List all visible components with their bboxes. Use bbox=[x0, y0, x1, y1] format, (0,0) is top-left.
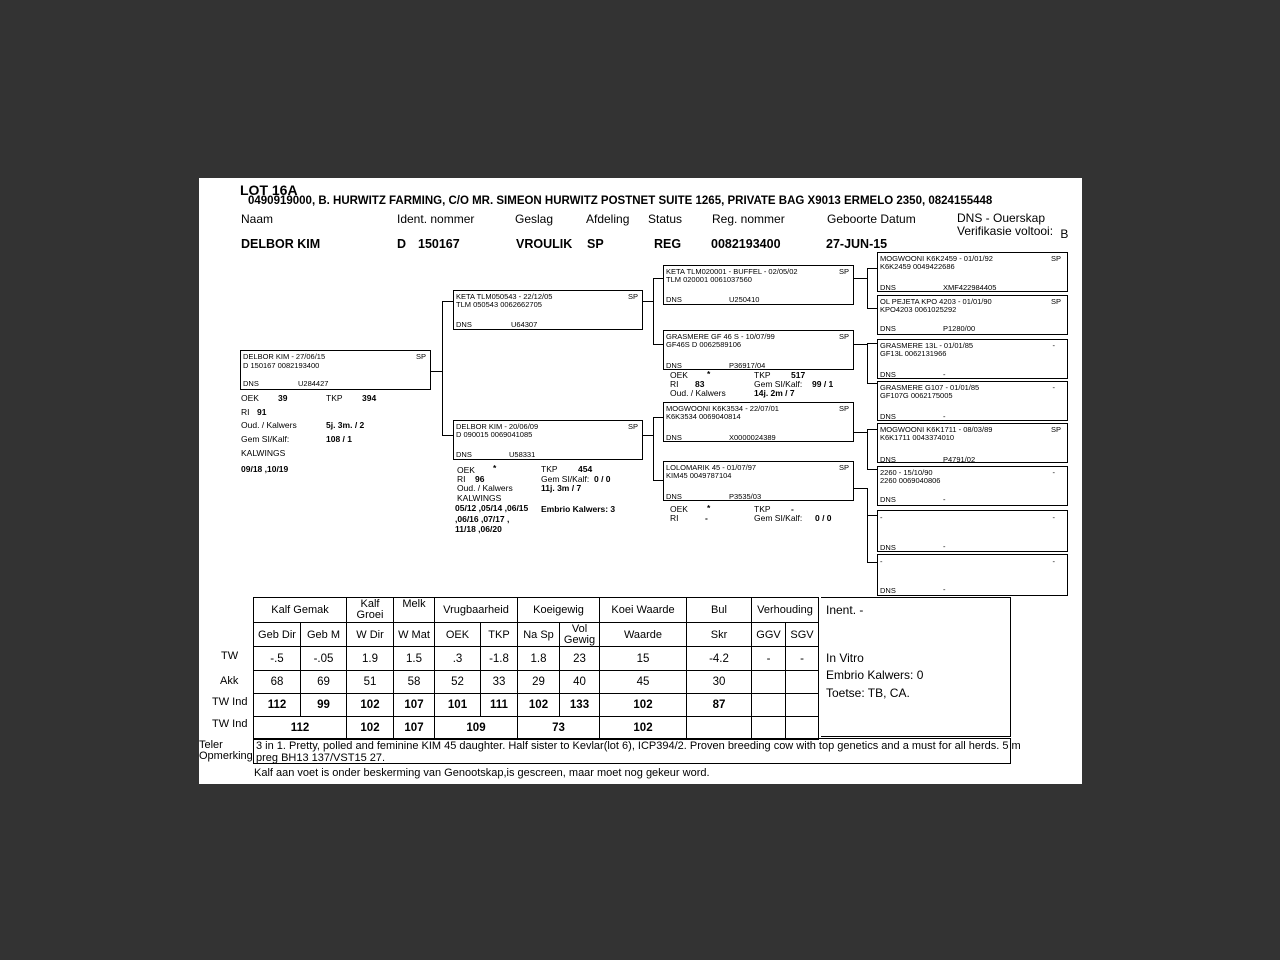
cell: 102 bbox=[600, 717, 687, 740]
connector bbox=[854, 278, 867, 279]
col-geb-dir: Geb Dir bbox=[254, 623, 301, 647]
remarks-note: Kalf aan voet is onder beskerming van Genootskap,is gescreen, maar moet nog gekeur word. bbox=[254, 767, 710, 779]
pedigree-box-g3-8 bbox=[877, 554, 1068, 596]
cell: .3 bbox=[435, 647, 481, 671]
box-dns: DNS bbox=[243, 379, 259, 388]
pedigree-box-g3-2 bbox=[877, 295, 1068, 335]
dam-kalwings-1: 05/12 ,05/14 ,06/15 bbox=[455, 503, 529, 513]
col-waarde: Waarde bbox=[600, 623, 687, 647]
box-dns-value: X0000024389 bbox=[729, 433, 776, 442]
box-sp: - bbox=[1052, 383, 1055, 392]
sd-gem: 99 / 1 bbox=[812, 379, 834, 389]
box-dns: DNS bbox=[456, 450, 472, 459]
connector bbox=[653, 417, 663, 418]
dam-kalwings-label: KALWINGS bbox=[457, 493, 502, 503]
cell bbox=[687, 717, 752, 740]
box-id: K6K1711 0043374010 bbox=[880, 433, 955, 442]
breeding-values-table bbox=[253, 597, 819, 740]
header-afdeling: Afdeling bbox=[586, 212, 630, 226]
pedigree-box-sire-sire bbox=[663, 265, 854, 305]
box-title: - bbox=[880, 513, 883, 522]
connector bbox=[653, 344, 663, 345]
dd-ri: - bbox=[705, 513, 708, 523]
sd-ri-label: RI bbox=[670, 379, 679, 389]
box-id: D 090015 0069041085 bbox=[456, 430, 533, 439]
cell bbox=[752, 694, 786, 717]
cell bbox=[752, 717, 786, 740]
header-ident: Ident. nommer bbox=[397, 212, 475, 226]
group-kalf-groei bbox=[347, 598, 394, 623]
connector bbox=[643, 435, 653, 436]
pedigree-sheet bbox=[199, 178, 1082, 784]
animal-reg: 0082193400 bbox=[711, 237, 781, 251]
dam-kalwings-3: 11/18 ,06/20 bbox=[455, 524, 502, 534]
box-sp: SP bbox=[1050, 254, 1061, 263]
box-title: GRASMERE 13L - 01/01/85 bbox=[880, 341, 974, 350]
box-dns-value: - bbox=[943, 585, 946, 594]
pedigree-box-g3-4 bbox=[877, 381, 1068, 421]
group-kalf-groei-2: Groei bbox=[356, 609, 384, 621]
col-vol-1: Vol bbox=[571, 622, 588, 635]
box-dns: DNS bbox=[880, 370, 896, 379]
col-ggv: GGV bbox=[752, 623, 786, 647]
animal-afdeling: SP bbox=[587, 237, 604, 251]
cell: 30 bbox=[687, 671, 752, 694]
remarks-label-opmerking: Opmerking bbox=[199, 750, 253, 762]
cell: 102 bbox=[600, 694, 687, 717]
cell: 29 bbox=[518, 671, 560, 694]
sd-tkp-label: TKP bbox=[754, 370, 771, 380]
row-label-tw-ind-2: TW Ind bbox=[212, 718, 248, 730]
box-title: KETA TLM020001 - BUFFEL - 02/05/02 bbox=[666, 267, 798, 276]
pedigree-box-dam-dam bbox=[663, 461, 854, 501]
cell: -.05 bbox=[301, 647, 347, 671]
box-title: - bbox=[880, 557, 883, 566]
animal-geboorte: 27-JUN-15 bbox=[826, 237, 888, 251]
box-id: KIM45 0049787104 bbox=[666, 471, 732, 480]
animal-status: REG bbox=[654, 237, 682, 251]
box-id: K6K2459 0049422686 bbox=[880, 262, 955, 271]
cell bbox=[786, 717, 819, 740]
dam-ri: 96 bbox=[475, 474, 485, 484]
box-dns: DNS bbox=[880, 586, 896, 595]
box-dns-value: - bbox=[943, 412, 946, 421]
cell: 69 bbox=[301, 671, 347, 694]
connector bbox=[867, 268, 877, 269]
owner-line: 0490919000, B. HURWITZ FARMING, C/O MR. SIMEON HURWITZ POSTNET SUITE 1265, PRIVATE BAG X9013 ERMELO 2350, 0824155448 bbox=[248, 195, 993, 207]
box-sp: SP bbox=[1050, 297, 1061, 306]
box-sp: - bbox=[1052, 513, 1055, 522]
dd-oek: * bbox=[707, 503, 711, 513]
cell: 87 bbox=[687, 694, 752, 717]
dam-gem: 0 / 0 bbox=[594, 474, 611, 484]
col-vol-2: Gewig bbox=[563, 633, 596, 646]
dam-kalwings-2: ,06/16 ,07/17 , bbox=[455, 514, 510, 524]
cell: 68 bbox=[254, 671, 301, 694]
box-dns: DNS bbox=[880, 283, 896, 292]
dam-oek: * bbox=[493, 463, 497, 473]
inent: Inent. - bbox=[826, 603, 864, 617]
row-label-tw-ind: TW Ind bbox=[212, 696, 248, 708]
connector bbox=[867, 429, 877, 430]
cell: 40 bbox=[560, 671, 600, 694]
box-dns-value: - bbox=[943, 370, 946, 379]
connector bbox=[854, 432, 867, 433]
connector bbox=[867, 343, 868, 383]
col-tkp: TKP bbox=[481, 623, 518, 647]
verifikasie-value: B bbox=[1060, 227, 1069, 241]
cell: 102 bbox=[347, 694, 394, 717]
group-koeigewig: Koeigewig bbox=[518, 598, 600, 623]
side-panel bbox=[821, 597, 1011, 737]
header-naam: Naam bbox=[241, 212, 274, 226]
col-w-dir: W Dir bbox=[347, 623, 394, 647]
box-dns: DNS bbox=[880, 324, 896, 333]
subject-tkp: 394 bbox=[362, 393, 377, 403]
cell: 51 bbox=[347, 671, 394, 694]
header-dns: DNS - Ouerskap bbox=[957, 211, 1046, 225]
box-title: DELBOR KIM - 20/06/09 bbox=[456, 422, 539, 431]
dam-gem-label: Gem SI/Kalf: bbox=[541, 474, 590, 484]
box-id: KPO4203 0061025292 bbox=[880, 305, 957, 314]
connector bbox=[867, 308, 877, 309]
box-title: MOGWOONI K6K3534 - 22/07/01 bbox=[666, 404, 779, 413]
cell: 1.5 bbox=[394, 647, 435, 671]
box-sp: SP bbox=[838, 332, 849, 341]
header-geboorte: Geboorte Datum bbox=[827, 212, 916, 226]
pedigree-box-g3-7 bbox=[877, 510, 1068, 552]
box-sp: - bbox=[1052, 468, 1055, 477]
row-akk bbox=[254, 671, 819, 694]
sd-oek: * bbox=[707, 369, 711, 379]
animal-ident-prefix: D bbox=[397, 237, 407, 251]
box-dns: DNS bbox=[880, 412, 896, 421]
cell: 15 bbox=[600, 647, 687, 671]
subject-oek: 39 bbox=[278, 393, 288, 403]
cell: 1.9 bbox=[347, 647, 394, 671]
cell: 23 bbox=[560, 647, 600, 671]
cell: 1.8 bbox=[518, 647, 560, 671]
box-title: OL PEJETA KPO 4203 - 01/01/90 bbox=[880, 297, 992, 306]
cell bbox=[786, 671, 819, 694]
subject-kalwings-label: KALWINGS bbox=[241, 448, 286, 458]
cell: 45 bbox=[600, 671, 687, 694]
dd-gem-label: Gem SI/Kalf: bbox=[754, 513, 803, 523]
box-title: 2260 - 15/10/90 bbox=[880, 468, 933, 477]
pedigree-box-dam bbox=[453, 420, 643, 460]
group-bul: Bul bbox=[687, 598, 752, 623]
cell: 107 bbox=[394, 694, 435, 717]
cell: 52 bbox=[435, 671, 481, 694]
box-id: GF46S D 0062589106 bbox=[666, 340, 742, 349]
box-sp: SP bbox=[627, 422, 638, 431]
connector bbox=[867, 469, 877, 470]
connector bbox=[442, 301, 443, 435]
pedigree-box-sire bbox=[453, 290, 643, 330]
connector bbox=[867, 343, 877, 344]
sd-gem-label: Gem SI/Kalf: bbox=[754, 379, 803, 389]
box-dns-value: - bbox=[943, 495, 946, 504]
dam-tkp-label: TKP bbox=[541, 464, 558, 474]
col-sgv: SGV bbox=[786, 623, 819, 647]
box-sp: - bbox=[1052, 557, 1055, 566]
connector bbox=[867, 383, 877, 384]
header-status: Status bbox=[648, 212, 683, 226]
lot-title: LOT 16A bbox=[240, 182, 298, 198]
box-id: GF107G 0062175005 bbox=[880, 391, 953, 400]
box-dns: DNS bbox=[456, 320, 472, 329]
cell: 112 bbox=[254, 717, 347, 740]
dd-gem: 0 / 0 bbox=[815, 513, 832, 523]
box-title: GRASMERE G107 - 01/01/85 bbox=[880, 383, 980, 392]
connector bbox=[442, 435, 453, 436]
pedigree-box-g3-1 bbox=[877, 252, 1068, 292]
sd-oud: 14j. 2m / 7 bbox=[754, 388, 795, 398]
row-tw bbox=[254, 647, 819, 671]
box-dns-value: U64307 bbox=[511, 320, 538, 329]
animal-geslag: VROULIK bbox=[516, 237, 573, 251]
remarks-text-1: 3 in 1. Pretty, polled and feminine KIM 45 daughter. Half sister to Kevlar(lot 6), ICP394/2. Proven breeding cow with top genetics and a must for all herds. 5 m bbox=[256, 740, 1021, 752]
dam-oek-label: OEK bbox=[457, 465, 475, 475]
box-id: K6K3534 0069040814 bbox=[666, 412, 741, 421]
connector bbox=[653, 417, 654, 480]
box-sp: - bbox=[1052, 341, 1055, 350]
box-id: 2260 0069040806 bbox=[880, 476, 941, 485]
cell: - bbox=[786, 647, 819, 671]
col-skr: Skr bbox=[687, 623, 752, 647]
connector bbox=[867, 429, 868, 469]
connector bbox=[643, 301, 653, 302]
box-dns: DNS bbox=[880, 543, 896, 552]
subject-ri-label: RI bbox=[241, 407, 250, 417]
box-id: TLM 020001 0061037560 bbox=[666, 275, 752, 284]
cell: 101 bbox=[435, 694, 481, 717]
sd-oud-label: Oud. / Kalwers bbox=[670, 388, 726, 398]
box-title: KETA TLM050543 - 22/12/05 bbox=[456, 292, 553, 301]
dam-ri-label: RI bbox=[457, 474, 466, 484]
box-title: DELBOR KIM - 27/06/15 bbox=[243, 352, 326, 361]
header-verifikasie bbox=[957, 224, 1069, 241]
connector bbox=[867, 268, 868, 308]
box-sp: SP bbox=[838, 404, 849, 413]
dd-tkp-label: TKP bbox=[754, 504, 771, 514]
connector bbox=[854, 344, 867, 345]
box-sp: SP bbox=[838, 463, 849, 472]
dam-oud-label: Oud. / Kalwers bbox=[457, 483, 513, 493]
box-dns-value: P3535/03 bbox=[729, 492, 762, 501]
dd-oek-label: OEK bbox=[670, 504, 688, 514]
box-title: LOLOMARIK 45 - 01/07/97 bbox=[666, 463, 757, 472]
sd-oek-label: OEK bbox=[670, 370, 688, 380]
remarks-box bbox=[253, 738, 1021, 764]
header-reg: Reg. nommer bbox=[712, 212, 785, 226]
cell: -4.2 bbox=[687, 647, 752, 671]
connector bbox=[442, 301, 453, 302]
cell bbox=[752, 671, 786, 694]
connector bbox=[653, 278, 663, 279]
cell: -.5 bbox=[254, 647, 301, 671]
subject-oud: 5j. 3m. / 2 bbox=[326, 420, 365, 430]
header-geslag: Geslag bbox=[515, 212, 554, 226]
animal-naam: DELBOR KIM bbox=[241, 237, 321, 251]
cell: - bbox=[752, 647, 786, 671]
col-geb-m: Geb M bbox=[301, 623, 347, 647]
cell: 133 bbox=[560, 694, 600, 717]
box-id: GF13L 0062131966 bbox=[880, 349, 947, 358]
subject-ri: 91 bbox=[257, 407, 267, 417]
group-verhouding: Verhouding bbox=[752, 598, 819, 623]
group-kalf-gemak: Kalf Gemak bbox=[254, 598, 347, 623]
group-melk: Melk bbox=[394, 598, 435, 623]
group-kalf-groei-1: Kalf bbox=[360, 598, 380, 610]
animal-ident: 150167 bbox=[418, 237, 460, 251]
col-oek: OEK bbox=[435, 623, 481, 647]
box-dns: DNS bbox=[880, 455, 896, 464]
box-sp: SP bbox=[415, 352, 426, 361]
box-dns-value: U284427 bbox=[298, 379, 329, 388]
connector bbox=[431, 371, 442, 372]
connector bbox=[854, 488, 867, 489]
pedigree-box-subject bbox=[240, 350, 431, 390]
box-sp: SP bbox=[838, 267, 849, 276]
cell: 73 bbox=[518, 717, 600, 740]
embrio-kalwers: Embrio Kalwers: 0 bbox=[826, 668, 924, 682]
box-dns-value: U250410 bbox=[729, 295, 760, 304]
pedigree-box-sire-dam bbox=[663, 330, 854, 370]
verifikasie-label: Verifikasie voltooi: bbox=[957, 224, 1054, 238]
cell: 107 bbox=[394, 717, 435, 740]
cell: 109 bbox=[435, 717, 518, 740]
box-sp: SP bbox=[627, 292, 638, 301]
box-id: TLM 050543 0062662705 bbox=[456, 300, 542, 309]
box-dns-value: XMF422984405 bbox=[943, 283, 997, 292]
subject-kalwings: 09/18 ,10/19 bbox=[241, 464, 289, 474]
pedigree-box-g3-6 bbox=[877, 466, 1068, 506]
box-dns: DNS bbox=[666, 433, 682, 442]
dam-tkp: 454 bbox=[578, 464, 593, 474]
box-dns: DNS bbox=[666, 295, 682, 304]
pedigree-box-dam-sire bbox=[663, 402, 854, 442]
pedigree-box-g3-5 bbox=[877, 423, 1068, 463]
box-title: MOGWOONI K6K2459 - 01/01/92 bbox=[880, 254, 993, 263]
box-dns-value: - bbox=[943, 542, 946, 551]
group-koei-waarde: Koei Waarde bbox=[600, 598, 687, 623]
subject-oud-label: Oud. / Kalwers bbox=[241, 420, 297, 430]
dam-oud: 11j. 3m / 7 bbox=[541, 483, 582, 493]
connector bbox=[653, 480, 663, 481]
sd-tkp: 517 bbox=[791, 370, 806, 380]
cell: -1.8 bbox=[481, 647, 518, 671]
connector bbox=[867, 515, 877, 516]
toetse: Toetse: TB, CA. bbox=[826, 686, 910, 700]
sd-ri: 83 bbox=[695, 379, 705, 389]
box-dns-value: P4791/02 bbox=[943, 455, 976, 464]
cell: 33 bbox=[481, 671, 518, 694]
dd-ri-label: RI bbox=[670, 513, 679, 523]
box-dns-value: P1280/00 bbox=[943, 324, 976, 333]
box-dns-value: U58331 bbox=[509, 450, 536, 459]
cell: 58 bbox=[394, 671, 435, 694]
pedigree-box-g3-3 bbox=[877, 339, 1068, 379]
box-sp: SP bbox=[1050, 425, 1061, 434]
row-tw-ind-2 bbox=[254, 717, 819, 740]
row-label-tw: TW bbox=[221, 650, 239, 662]
subject-gem: 108 / 1 bbox=[326, 434, 352, 444]
connector bbox=[867, 488, 868, 562]
box-dns-value: P36917/04 bbox=[729, 361, 766, 370]
col-vol-gewig bbox=[560, 623, 600, 647]
subject-tkp-label: TKP bbox=[326, 393, 343, 403]
cell: 102 bbox=[347, 717, 394, 740]
in-vitro: In Vitro bbox=[826, 651, 864, 665]
dam-embrio: Embrio Kalwers: 3 bbox=[541, 504, 616, 514]
dd-tkp: - bbox=[791, 504, 794, 514]
box-dns: DNS bbox=[880, 495, 896, 504]
box-id: D 150167 0082193400 bbox=[243, 361, 320, 370]
row-label-akk: Akk bbox=[220, 675, 239, 687]
box-dns: DNS bbox=[666, 361, 682, 370]
subject-oek-label: OEK bbox=[241, 393, 259, 403]
cell: 112 bbox=[254, 694, 301, 717]
box-title: GRASMERE GF 46 S - 10/07/99 bbox=[666, 332, 775, 341]
connector bbox=[867, 562, 877, 563]
connector bbox=[653, 278, 654, 344]
subject-gem-label: Gem SI/Kalf: bbox=[241, 434, 290, 444]
row-tw-ind bbox=[254, 694, 819, 717]
cell: 102 bbox=[518, 694, 560, 717]
cell: 111 bbox=[481, 694, 518, 717]
remarks-text-2: preg BH13 137/VST15 27. bbox=[256, 752, 386, 764]
box-dns: DNS bbox=[666, 492, 682, 501]
cell: 99 bbox=[301, 694, 347, 717]
col-w-mat: W Mat bbox=[394, 623, 435, 647]
box-title: MOGWOONI K6K1711 - 08/03/89 bbox=[880, 425, 993, 434]
col-na-sp: Na Sp bbox=[518, 623, 560, 647]
group-vrugbaarheid: Vrugbaarheid bbox=[435, 598, 518, 623]
remarks-label-teler: Teler bbox=[199, 739, 223, 751]
cell bbox=[786, 694, 819, 717]
